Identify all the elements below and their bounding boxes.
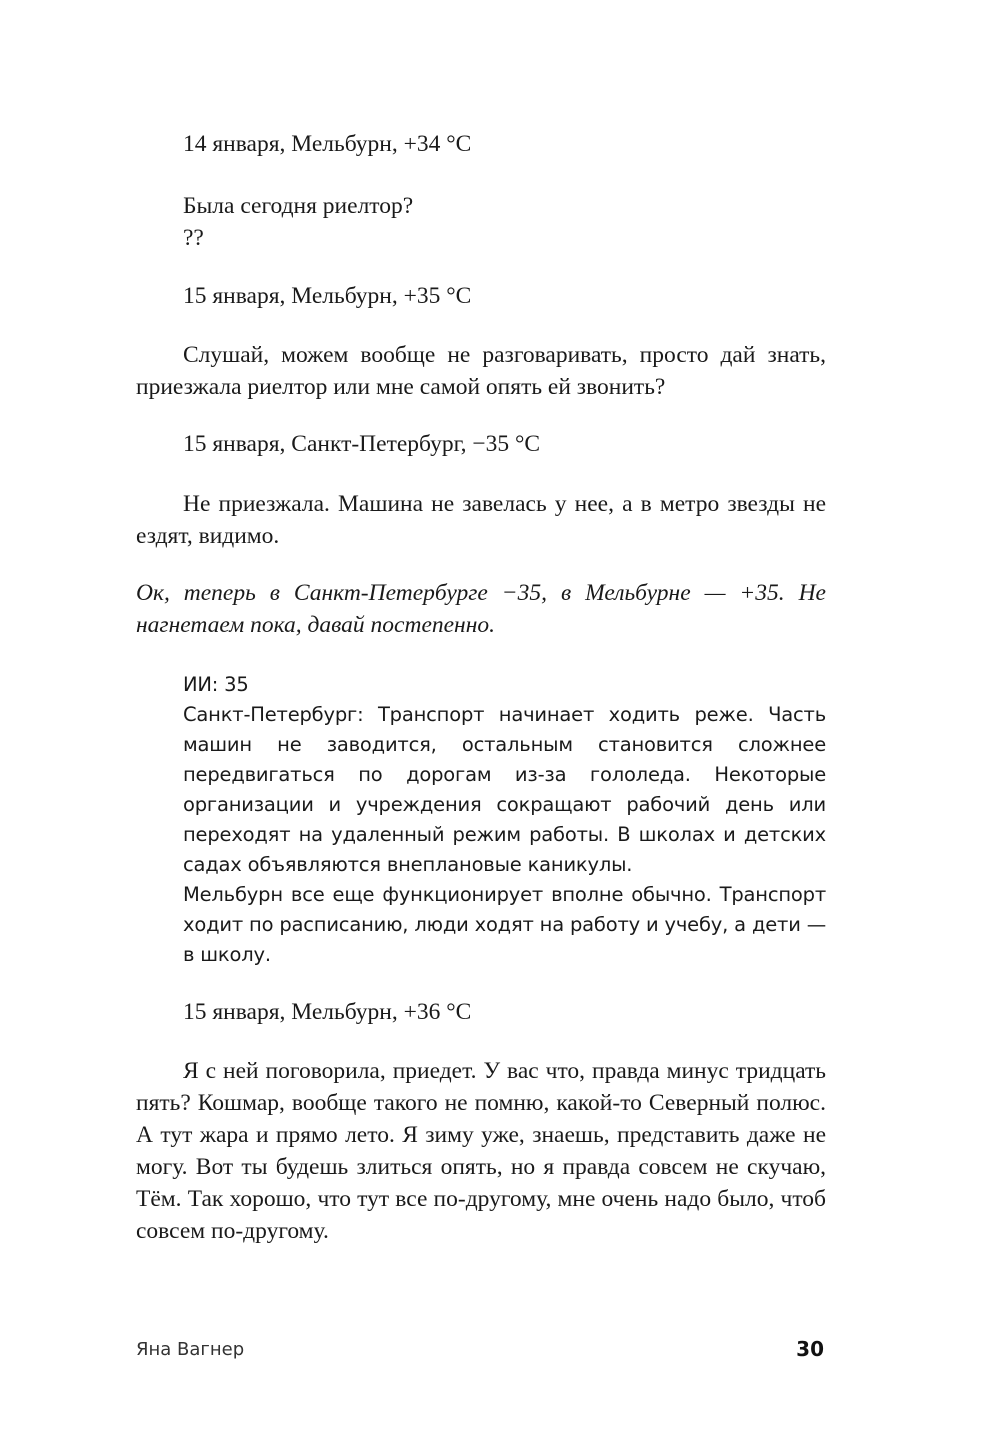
entry-header-4: 15 января, Мельбурн, +36 °C (183, 999, 472, 1025)
ai-melbourne-text: Мельбурн все еще функционирует вполне обычно. Транспорт ходит по расписанию, люди ходят на работу и учебу, а дети — в школу. (183, 883, 826, 966)
message-2: Слушай, можем вообще не разговаривать, просто дай знать, приезжала риелтор или мне самой опять ей звонить? (136, 342, 826, 400)
message-4: Я с ней поговорила, приедет. У вас что, правда минус тридцать пять? Кошмар, вообще такого не помню, какой-то Северный полюс. А тут жара и прямо лето. Я зиму уже, знаешь, представить даже не могу. Вот ты будешь злиться опять, но я правда совсем не скучаю, Тём. Так хорошо, что тут все по-другому, мне очень надо было, чтоб совсем по-другому. (136, 1058, 826, 1244)
message-3: Не приезжала. Машина не завелась у нее, а в метро звезды не ездят, видимо. (136, 491, 826, 549)
entry-header-2: 15 января, Мельбурн, +35 °C (183, 283, 472, 309)
page-number: 30 (796, 1337, 824, 1361)
message-1 (183, 190, 826, 254)
entry-header-1: 14 января, Мельбурн, +34 °C (183, 131, 472, 157)
ai-label: ИИ: 35 (183, 673, 249, 696)
message-1-line-1: Была сегодня риелтор? (183, 193, 414, 219)
author-note: Ок, теперь в Санкт-Петербурге −35, в Мельбурне — +35. Не нагнетаем пока, давай постепенно. (136, 580, 826, 638)
ai-spb-text: Санкт-Петербург: Транспорт начинает ходить реже. Часть машин не заводится, остальным становится сложнее передвигаться по дорогам из-за гололеда. Некоторые организации и учреждения сокращают рабочий день или переходят на удаленный режим работы. В школах и детских садах объявляются внеплановые каникулы. (183, 703, 826, 876)
footer-author: Яна Вагнер (136, 1339, 245, 1360)
message-1-line-2: ?? (183, 225, 204, 251)
ai-response (183, 670, 826, 970)
entry-header-3: 15 января, Санкт-Петербург, −35 °C (183, 431, 541, 457)
